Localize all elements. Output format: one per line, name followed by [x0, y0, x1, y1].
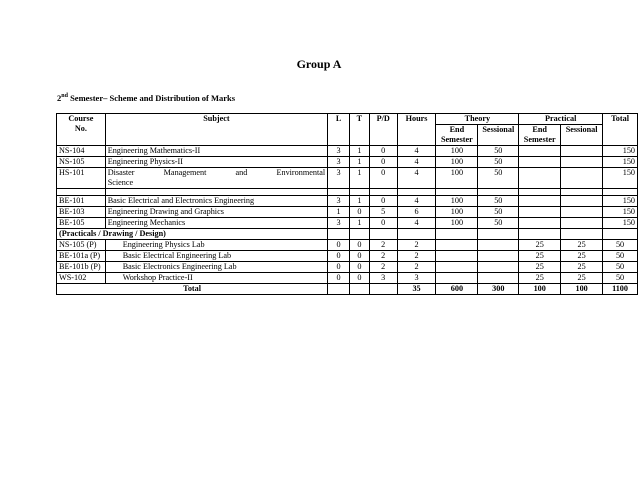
course-code: BE-101b (P)	[57, 262, 106, 273]
total-value: 150	[603, 196, 638, 207]
total-value: 150	[603, 207, 638, 218]
practical-end-line1: End	[532, 125, 547, 134]
hours-value: 4	[397, 218, 436, 229]
pd-value: 5	[369, 207, 397, 218]
subject-name	[105, 168, 327, 189]
l-value: 3	[328, 218, 350, 229]
subject-name: Basic Electrical and Electronics Engineering	[105, 196, 327, 207]
course-header-line2: No.	[74, 124, 87, 133]
l-value: 3	[328, 146, 350, 157]
course-code: BE-101a (P)	[57, 251, 106, 262]
total-label: Total	[57, 284, 328, 295]
theory-header: Theory	[436, 114, 519, 125]
total-value: 50	[603, 251, 638, 262]
spacer-cell	[369, 189, 397, 196]
theory-end-value: 100	[436, 207, 478, 218]
table-row	[57, 196, 638, 207]
semester-suffix: nd	[61, 93, 68, 100]
subject-name: Engineering Drawing and Graphics	[105, 207, 327, 218]
spacer-cell	[57, 189, 106, 196]
t-header: T	[349, 114, 369, 146]
total-theory-end: 600	[436, 284, 478, 295]
t-value: 1	[349, 218, 369, 229]
practical-sessional-value	[561, 218, 603, 229]
pd-value: 0	[369, 168, 397, 189]
theory-sessional-value	[478, 240, 519, 251]
practical-sessional-value: 25	[561, 251, 603, 262]
practical-sessional-value	[561, 146, 603, 157]
empty-cell	[478, 229, 519, 240]
semester-heading-text: Semester– Scheme and Distribution of Marks	[67, 93, 236, 103]
l-value: 0	[328, 273, 350, 284]
l-value: 0	[328, 262, 350, 273]
subject-name: Engineering Physics-II	[105, 157, 327, 168]
t-value: 0	[349, 240, 369, 251]
hours-value: 4	[397, 157, 436, 168]
l-value: 3	[328, 196, 350, 207]
pd-value: 2	[369, 262, 397, 273]
empty-cell	[349, 284, 369, 295]
practical-sessional-value	[561, 157, 603, 168]
hours-value: 2	[397, 251, 436, 262]
theory-sessional-value: 50	[478, 207, 519, 218]
spacer-cell	[519, 189, 561, 196]
practicals-section-row	[57, 229, 638, 240]
grand-total: 1100	[603, 284, 638, 295]
table-row	[57, 207, 638, 218]
empty-cell	[369, 229, 397, 240]
table-row	[57, 157, 638, 168]
spacer-row	[57, 189, 638, 196]
subject-name: Engineering Mathematics-II	[105, 146, 327, 157]
total-value: 50	[603, 262, 638, 273]
hours-value: 6	[397, 207, 436, 218]
pd-header: P/D	[369, 114, 397, 146]
t-value: 1	[349, 157, 369, 168]
practical-end-value: 25	[519, 262, 561, 273]
empty-cell	[519, 229, 561, 240]
subject-name: Engineering Mechanics	[105, 218, 327, 229]
course-code: NS-105	[57, 157, 106, 168]
pd-value: 3	[369, 273, 397, 284]
total-value: 50	[603, 240, 638, 251]
total-value: 50	[603, 273, 638, 284]
theory-end-line2: Semester	[440, 135, 473, 144]
theory-end-value: 100	[436, 196, 478, 207]
hours-value: 3	[397, 273, 436, 284]
practical-sessional-value: 25	[561, 273, 603, 284]
course-code: HS-101	[57, 168, 106, 189]
hours-value: 4	[397, 196, 436, 207]
subject-name: Workshop Practice-II	[105, 273, 327, 284]
l-value: 0	[328, 251, 350, 262]
hours-value: 2	[397, 240, 436, 251]
spacer-cell	[105, 189, 327, 196]
theory-sessional-value: 50	[478, 168, 519, 189]
total-row	[57, 284, 638, 295]
theory-end-value	[436, 240, 478, 251]
empty-cell	[603, 229, 638, 240]
practical-end-value	[519, 168, 561, 189]
empty-cell	[397, 229, 436, 240]
practical-sessional-value	[561, 168, 603, 189]
spacer-cell	[561, 189, 603, 196]
practical-header: Practical	[519, 114, 603, 125]
course-code: BE-103	[57, 207, 106, 218]
theory-sessional-value: 50	[478, 218, 519, 229]
total-theory-sessional: 300	[478, 284, 519, 295]
l-header: L	[328, 114, 350, 146]
course-code: NS-104	[57, 146, 106, 157]
theory-end-value: 100	[436, 218, 478, 229]
total-value: 150	[603, 157, 638, 168]
table-row	[57, 146, 638, 157]
theory-end-value: 100	[436, 157, 478, 168]
total-value: 150	[603, 146, 638, 157]
t-value: 0	[349, 207, 369, 218]
empty-cell	[349, 229, 369, 240]
practical-sessional-value	[561, 196, 603, 207]
theory-end-value	[436, 262, 478, 273]
semester-number: 2	[57, 93, 62, 103]
hours-value: 4	[397, 168, 436, 189]
page-title: Group A	[296, 57, 342, 71]
theory-sessional-value: 50	[478, 146, 519, 157]
t-value: 0	[349, 273, 369, 284]
subject-header: Subject	[105, 114, 327, 146]
theory-sessional-value: 50	[478, 157, 519, 168]
theory-end-header	[436, 125, 478, 146]
spacer-cell	[436, 189, 478, 196]
theory-end-value	[436, 251, 478, 262]
t-value: 1	[349, 168, 369, 189]
subject-name-line1: Disaster Management and Environmental	[107, 168, 326, 177]
table-row	[57, 262, 638, 273]
practical-end-value	[519, 218, 561, 229]
semester-heading	[57, 93, 235, 103]
practical-sessional-header: Sessional	[561, 125, 603, 146]
practical-end-line2: Semester	[523, 135, 556, 144]
subject-name: Basic Electrical Engineering Lab	[105, 251, 327, 262]
theory-sessional-header: Sessional	[478, 125, 519, 146]
theory-end-value	[436, 273, 478, 284]
total-practical-end: 100	[519, 284, 561, 295]
hours-header: Hours	[397, 114, 436, 146]
practical-end-value: 25	[519, 240, 561, 251]
practicals-section-header: (Practicals / Drawing / Design)	[57, 229, 328, 240]
l-value: 3	[328, 168, 350, 189]
pd-value: 0	[369, 196, 397, 207]
spacer-cell	[397, 189, 436, 196]
table-row	[57, 251, 638, 262]
practical-end-value	[519, 146, 561, 157]
pd-value: 0	[369, 146, 397, 157]
spacer-cell	[349, 189, 369, 196]
practical-end-value	[519, 196, 561, 207]
total-hours: 35	[397, 284, 436, 295]
course-code: BE-101	[57, 196, 106, 207]
total-practical-sessional: 100	[561, 284, 603, 295]
table-row	[57, 218, 638, 229]
course-header	[57, 114, 106, 146]
table-row	[57, 168, 638, 189]
practical-sessional-value: 25	[561, 262, 603, 273]
table-row	[57, 273, 638, 284]
t-value: 0	[349, 251, 369, 262]
empty-cell	[328, 229, 350, 240]
practical-sessional-value: 25	[561, 240, 603, 251]
empty-cell	[561, 229, 603, 240]
header-row-1	[57, 114, 638, 125]
practical-end-header	[519, 125, 561, 146]
theory-sessional-value	[478, 262, 519, 273]
marks-table	[56, 113, 638, 295]
total-value: 150	[603, 218, 638, 229]
table-row	[57, 240, 638, 251]
pd-value: 2	[369, 251, 397, 262]
l-value: 0	[328, 240, 350, 251]
subject-name: Engineering Physics Lab	[105, 240, 327, 251]
empty-cell	[328, 284, 350, 295]
pd-value: 0	[369, 157, 397, 168]
l-value: 1	[328, 207, 350, 218]
subject-name: Basic Electronics Engineering Lab	[105, 262, 327, 273]
course-header-line1: Course	[68, 114, 94, 123]
course-code: WS-102	[57, 273, 106, 284]
theory-end-line1: End	[449, 125, 465, 134]
spacer-cell	[478, 189, 519, 196]
empty-cell	[369, 284, 397, 295]
t-value: 0	[349, 262, 369, 273]
course-code: BE-105	[57, 218, 106, 229]
empty-cell	[436, 229, 478, 240]
course-code: NS-105 (P)	[57, 240, 106, 251]
subject-name-line2: Science	[107, 178, 134, 187]
t-value: 1	[349, 196, 369, 207]
practical-end-value: 25	[519, 251, 561, 262]
total-value: 150	[603, 168, 638, 189]
theory-end-value: 100	[436, 146, 478, 157]
spacer-cell	[603, 189, 638, 196]
total-header: Total	[603, 114, 638, 146]
hours-value: 2	[397, 262, 436, 273]
hours-value: 4	[397, 146, 436, 157]
pd-value: 0	[369, 218, 397, 229]
l-value: 3	[328, 157, 350, 168]
theory-sessional-value	[478, 273, 519, 284]
practical-end-value	[519, 207, 561, 218]
theory-sessional-value	[478, 251, 519, 262]
practical-end-value: 25	[519, 273, 561, 284]
t-value: 1	[349, 146, 369, 157]
theory-sessional-value: 50	[478, 196, 519, 207]
theory-end-value: 100	[436, 168, 478, 189]
pd-value: 2	[369, 240, 397, 251]
spacer-cell	[328, 189, 350, 196]
practical-end-value	[519, 157, 561, 168]
practical-sessional-value	[561, 207, 603, 218]
